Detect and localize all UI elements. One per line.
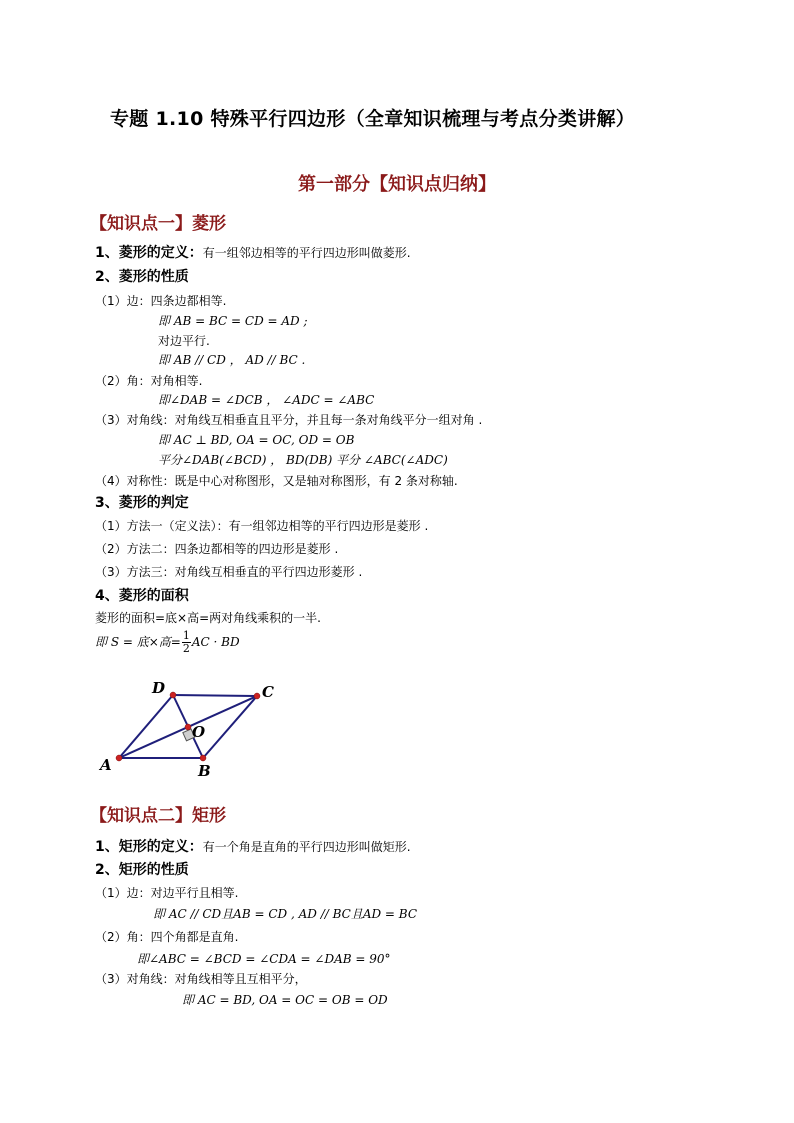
kp1-diag-equation-2: 平分∠DAB(∠BCD) ， BD(DB) 平分 ∠ABC(∠ADC) bbox=[158, 453, 448, 467]
fraction-numerator: 1 bbox=[182, 629, 190, 642]
kp1-judge-method-2: （2）方法二：四条边都相等的四边形是菱形 . bbox=[95, 542, 339, 556]
kp1-area-formula bbox=[95, 630, 240, 655]
kp1-diag-text: 对角线互相垂直且平分，并且每一条对角线平分一组对角 . bbox=[174, 413, 483, 427]
kp1-side-equation: 即 AB = BC = CD = AD ; bbox=[158, 314, 308, 328]
kp1-side-parallel: 对边平行. bbox=[158, 334, 210, 348]
kp2-angle-text: 四个角都是直角. bbox=[150, 930, 239, 944]
one-half-fraction bbox=[182, 630, 191, 655]
part-heading: 第一部分【知识点归纳】 bbox=[298, 174, 496, 195]
document-title: 专题 1.10 特殊平行四边形（全章知识梳理与考点分类讲解） bbox=[110, 108, 636, 130]
kp1-diag-label: （3）对角线： bbox=[95, 413, 175, 427]
kp1-props-heading: 2、菱形的性质 bbox=[95, 269, 189, 285]
kp1-judge-method-1: （1）方法一（定义法）：有一组邻边相等的平行四边形是菱形 . bbox=[95, 519, 429, 533]
point-a bbox=[116, 755, 122, 761]
kp1-area-text: 菱形的面积=底×高=两对角线乘积的一半. bbox=[95, 611, 321, 625]
kp1-sym-label: （4）对称性： bbox=[95, 474, 175, 488]
kp1-sym-text: 既是中心对称图形，又是轴对称图形，有 2 条对称轴. bbox=[174, 474, 458, 488]
kp1-judge-method-3: （3）方法三：对角线互相垂直的平行四边形菱形 . bbox=[95, 565, 363, 579]
kp2-definition bbox=[95, 836, 411, 856]
kp2-heading: 【知识点二】矩形 bbox=[90, 806, 226, 826]
kp1-diag-line bbox=[95, 411, 482, 428]
kp1-side-line bbox=[95, 292, 226, 309]
kp2-side-text: 对边平行且相等. bbox=[150, 886, 239, 900]
area-prefix: 即 S = 底×高= bbox=[95, 635, 181, 649]
kp2-diag-line bbox=[95, 970, 307, 987]
rhombus-figure bbox=[95, 672, 295, 782]
kp1-def-label: 1、菱形的定义： bbox=[95, 245, 203, 261]
edge-cd bbox=[173, 695, 257, 696]
kp1-angle-label: （2）角： bbox=[95, 374, 151, 388]
label-b: B bbox=[198, 762, 211, 780]
kp2-side-equation: 即 AC // CD且AB = CD , AD // BC且AD = BC bbox=[153, 907, 418, 921]
kp1-angle-equation: 即∠DAB = ∠DCB ， ∠ADC = ∠ABC bbox=[158, 393, 375, 407]
kp1-judge-heading: 3、菱形的判定 bbox=[95, 495, 189, 511]
label-a: A bbox=[100, 756, 112, 774]
kp2-angle-equation: 即∠ABC = ∠BCD = ∠CDA = ∠DAB = 90° bbox=[137, 952, 391, 966]
kp1-side-parallel-equation: 即 AB // CD ， AD // BC . bbox=[158, 353, 306, 367]
kp1-def-text: 有一组邻边相等的平行四边形叫做菱形. bbox=[202, 246, 411, 260]
kp1-angle-line bbox=[95, 372, 202, 389]
kp2-props-heading: 2、矩形的性质 bbox=[95, 862, 189, 878]
kp1-area-heading: 4、菱形的面积 bbox=[95, 588, 189, 604]
kp1-side-text: 四条边都相等. bbox=[150, 294, 227, 308]
label-d: D bbox=[152, 679, 166, 697]
kp2-def-text: 有一个角是直角的平行四边形叫做矩形. bbox=[202, 840, 411, 854]
fraction-denominator: 2 bbox=[182, 642, 190, 655]
label-c: C bbox=[262, 683, 274, 701]
point-c bbox=[254, 693, 260, 699]
kp1-angle-text: 对角相等. bbox=[150, 374, 203, 388]
kp1-definition bbox=[95, 242, 411, 262]
kp2-side-label: （1）边： bbox=[95, 886, 151, 900]
kp1-symmetry-line bbox=[95, 472, 458, 489]
kp2-def-label: 1、矩形的定义： bbox=[95, 839, 203, 855]
point-d bbox=[170, 692, 176, 698]
edge-bc bbox=[203, 696, 257, 758]
kp2-diag-text: 对角线相等且互相平分， bbox=[174, 972, 307, 986]
kp2-side-line bbox=[95, 884, 238, 901]
kp1-heading: 【知识点一】菱形 bbox=[90, 214, 226, 234]
edge-da bbox=[119, 695, 173, 758]
point-b bbox=[200, 755, 206, 761]
point-o bbox=[185, 724, 191, 730]
kp2-angle-line bbox=[95, 928, 238, 945]
kp2-angle-label: （2）角： bbox=[95, 930, 151, 944]
kp1-side-label: （1）边： bbox=[95, 294, 151, 308]
kp2-diag-label: （3）对角线： bbox=[95, 972, 175, 986]
label-o: O bbox=[192, 723, 206, 741]
kp2-diag-equation: 即 AC = BD, OA = OC = OB = OD bbox=[182, 993, 388, 1007]
kp1-diag-equation-1: 即 AC ⊥ BD, OA = OC, OD = OB bbox=[158, 433, 355, 447]
area-suffix: AC · BD bbox=[191, 635, 240, 649]
